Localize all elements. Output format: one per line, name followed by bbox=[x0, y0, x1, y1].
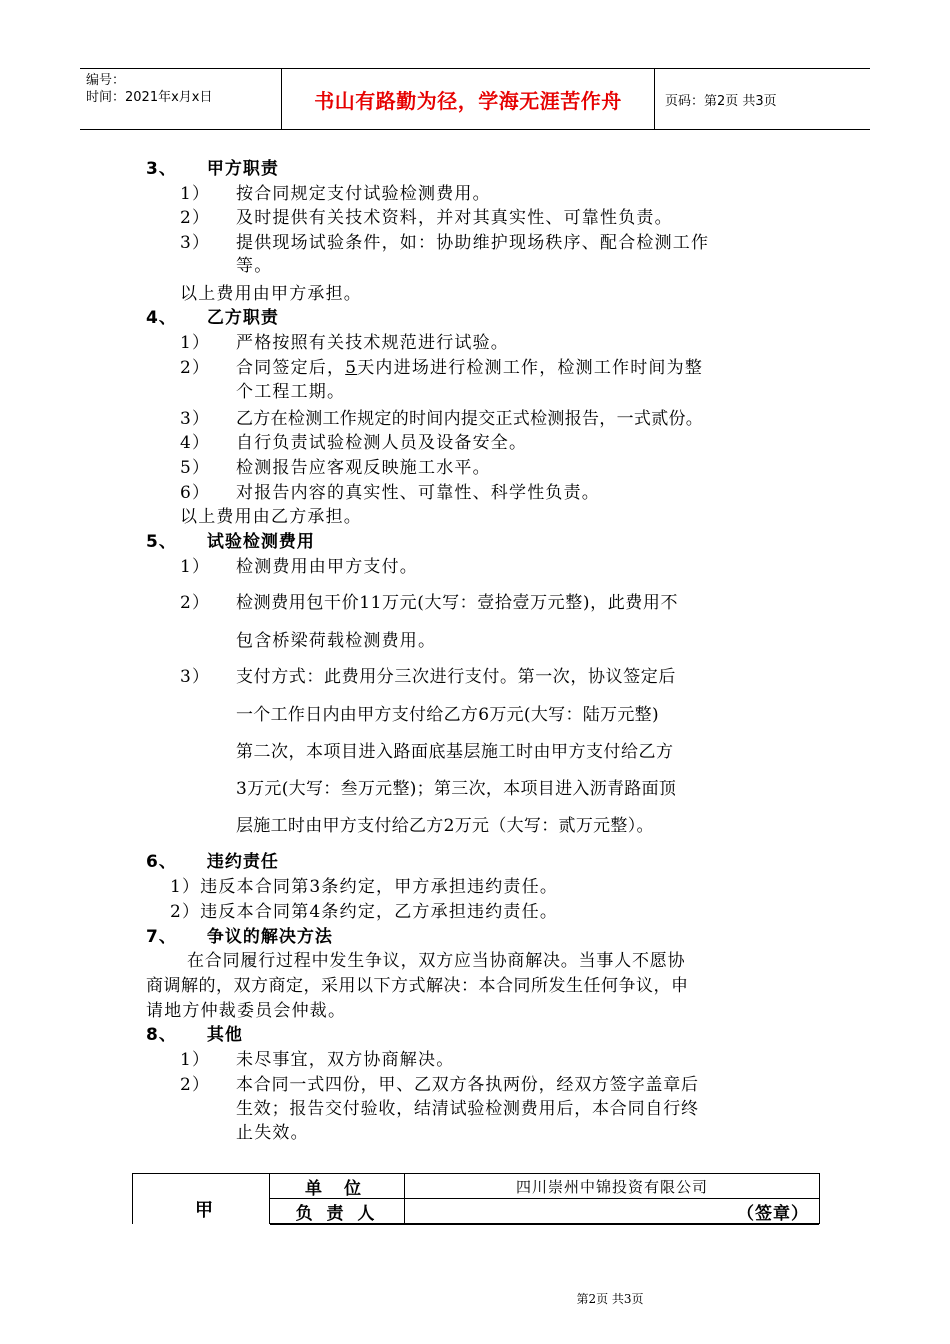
section-8-heading bbox=[146, 1024, 243, 1046]
item-text: 按合同规定支付试验检测费用。 bbox=[236, 184, 491, 204]
item-text: 乙方在检测工作规定的时间内提交正式检测报告，一式贰份。 bbox=[236, 409, 704, 429]
seal-label: （签章） bbox=[737, 1203, 809, 1224]
item-text-continued: 等。 bbox=[236, 256, 273, 276]
item-number: 2） bbox=[180, 358, 211, 378]
section-4-heading bbox=[146, 307, 279, 329]
item-text: 合同签定后，5天内进场进行检测工作，检测工作时间为整 bbox=[236, 358, 704, 378]
item-text: 检测费用包干价11万元(大写：壹拾壹万元整)，此费用不 bbox=[236, 593, 679, 613]
item-number: 1） bbox=[180, 184, 211, 204]
section-6-heading bbox=[146, 851, 279, 873]
item-text-continued: 个工程工期。 bbox=[236, 382, 346, 402]
item-number: 4） bbox=[180, 433, 211, 453]
section-title: 违约责任 bbox=[206, 852, 279, 872]
item-number: 2） bbox=[180, 1075, 211, 1095]
time-label: 时间：2021年x月x日 bbox=[86, 90, 213, 105]
unit-label: 单 位 bbox=[270, 1174, 405, 1198]
item-text: 及时提供有关技术资料，并对其真实性、可靠性负责。 bbox=[236, 208, 673, 228]
item-text-continued: 3万元(大写：叁万元整)；第三次，本项目进入沥青路面顶 bbox=[236, 779, 677, 799]
section-title: 其他 bbox=[206, 1025, 243, 1045]
section-7-heading bbox=[146, 926, 333, 948]
item-number: 2） bbox=[180, 593, 211, 613]
item-text: 本合同一式四份，甲、乙双方各执两份，经双方签字盖章后 bbox=[236, 1075, 699, 1095]
item-text-continued: 止失效。 bbox=[236, 1123, 309, 1143]
item-number: 1） bbox=[180, 333, 211, 353]
section-number: 3、 bbox=[146, 159, 177, 179]
section-title: 试验检测费用 bbox=[206, 532, 315, 552]
header-meta bbox=[80, 69, 282, 129]
header-motto: 书山有路勤为径，学海无涯苦作舟 bbox=[282, 69, 655, 129]
number-label: 编号： bbox=[86, 73, 126, 88]
item-number: 3） bbox=[180, 667, 211, 687]
item-text-continued: 层施工时由甲方支付给乙方2万元（大写：贰万元整）。 bbox=[236, 816, 654, 836]
section-number: 5、 bbox=[146, 532, 177, 552]
item-number: 5） bbox=[180, 458, 211, 478]
item-text-continued: 包含桥梁荷载检测费用。 bbox=[236, 631, 437, 651]
section-number: 8、 bbox=[146, 1025, 177, 1045]
unit-value: 四川崇州中锦投资有限公司 bbox=[515, 1177, 708, 1196]
item-text: 提供现场试验条件，如：协助维护现场秩序、配合检测工作 bbox=[236, 233, 710, 253]
party-label: 甲 bbox=[195, 1200, 213, 1221]
item-number: 1） bbox=[180, 557, 211, 577]
section-number: 7、 bbox=[146, 927, 177, 947]
item-number: 2） bbox=[180, 208, 211, 228]
paragraph-text: 商调解的，双方商定，采用以下方式解决：本合同所发生任何争议，申 bbox=[146, 976, 689, 996]
section-number: 6、 bbox=[146, 852, 177, 872]
page-footer: 第2页 共3页 bbox=[576, 1292, 644, 1306]
section-5-heading bbox=[146, 531, 315, 553]
item-text: 对报告内容的真实性、可靠性、科学性负责。 bbox=[236, 483, 600, 503]
item-number: 6） bbox=[180, 483, 211, 503]
leader-label: 负 责 人 bbox=[270, 1199, 405, 1223]
section-title: 甲方职责 bbox=[206, 159, 279, 179]
item-text-continued: 一个工作日内由甲方支付给乙方6万元(大写：陆万元整) bbox=[236, 705, 659, 725]
item-text: 严格按照有关技术规范进行试验。 bbox=[236, 333, 509, 353]
clause-text: 1）违反本合同第3条约定，甲方承担违约责任。 bbox=[170, 877, 559, 897]
unit-row bbox=[270, 1174, 819, 1199]
item-number: 3） bbox=[180, 409, 211, 429]
paragraph-text: 请地方仲裁委员会仲裁。 bbox=[146, 1001, 347, 1021]
item-number: 3） bbox=[180, 233, 211, 253]
paragraph-text: 在合同履行过程中发生争议，双方应当协商解决。当事人不愿协 bbox=[187, 951, 686, 971]
party-cell bbox=[133, 1174, 270, 1224]
section-note: 以上费用由乙方承担。 bbox=[180, 507, 362, 527]
item-text: 检测报告应客观反映施工水平。 bbox=[236, 458, 491, 478]
section-note: 以上费用由甲方承担。 bbox=[180, 284, 362, 304]
item-number: 1） bbox=[180, 1050, 211, 1070]
leader-row bbox=[270, 1199, 819, 1225]
page-header bbox=[80, 68, 870, 130]
item-text-continued: 生效；报告交付验收，结清试验检测费用后，本合同自行终 bbox=[236, 1099, 699, 1119]
item-text-continued: 第二次，本项目进入路面底基层施工时由甲方支付给乙方 bbox=[236, 742, 674, 762]
section-title: 争议的解决方法 bbox=[206, 927, 333, 947]
clause-text: 2）违反本合同第4条约定，乙方承担违约责任。 bbox=[170, 902, 559, 922]
section-number: 4、 bbox=[146, 308, 177, 328]
item-text: 自行负责试验检测人员及设备安全。 bbox=[236, 433, 528, 453]
section-title: 乙方职责 bbox=[206, 308, 279, 328]
item-text: 支付方式：此费用分三次进行支付。第一次，协议签定后 bbox=[236, 667, 676, 687]
header-page-label: 页码：第2页 共3页 bbox=[665, 93, 777, 109]
item-text: 未尽事宜，双方协商解决。 bbox=[236, 1050, 455, 1070]
item-text: 检测费用由甲方支付。 bbox=[236, 557, 418, 577]
section-3-heading bbox=[146, 158, 279, 180]
underlined-days: 5 bbox=[345, 358, 358, 378]
signature-table bbox=[132, 1173, 820, 1224]
